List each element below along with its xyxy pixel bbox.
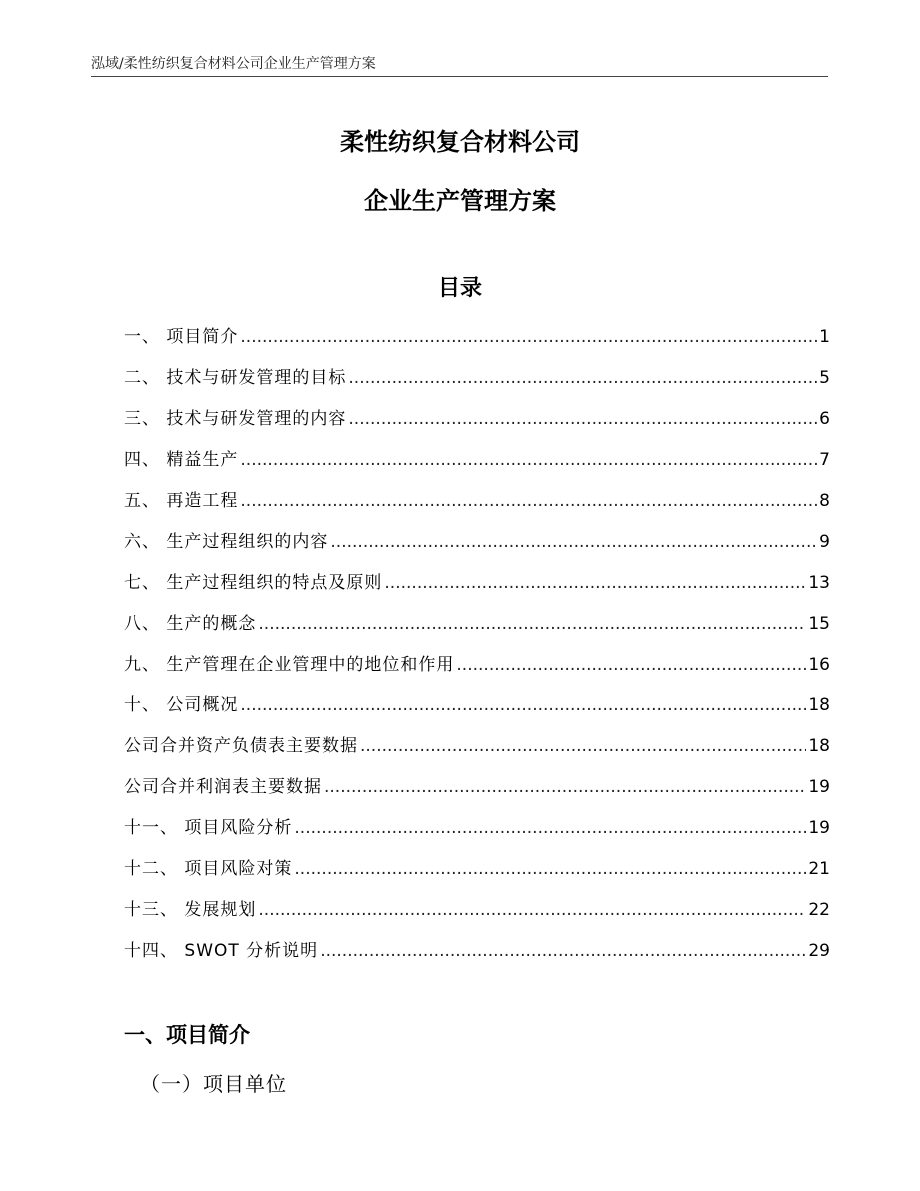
page-header: 泓域/柔性纺织复合材料公司企业生产管理方案	[91, 56, 376, 72]
toc-entry-page: 19	[808, 818, 830, 839]
toc-entry-label: 八、 生产的概念	[124, 613, 257, 634]
toc-entry-label: 六、 生产过程组织的内容	[124, 531, 329, 552]
toc-dot-leader	[240, 485, 817, 517]
toc-heading: 目录	[437, 276, 482, 301]
toc-entry-page: 6	[819, 408, 830, 429]
toc-entry-label: 公司合并资产负债表主要数据	[124, 736, 358, 757]
toc-entry-label: 九、 生产管理在企业管理中的地位和作用	[124, 654, 455, 675]
toc-dot-leader	[360, 730, 806, 762]
subsection-heading: （一）项目单位	[140, 1072, 287, 1096]
toc-entry-label: 一、 项目简介	[124, 327, 239, 347]
toc-entry-page: 1	[819, 327, 830, 347]
toc-entry[interactable]	[124, 485, 830, 526]
toc-dot-leader	[384, 567, 806, 599]
toc-dot-leader	[324, 771, 806, 803]
toc-entry[interactable]	[124, 853, 830, 894]
toc-entry[interactable]	[124, 608, 830, 649]
toc-dot-leader	[348, 362, 817, 394]
toc-entry-page: 22	[808, 900, 830, 921]
toc-entry-label: 十四、 SWOT 分析说明	[124, 941, 319, 962]
toc-entry[interactable]	[124, 894, 830, 935]
toc-dot-leader	[240, 444, 817, 476]
toc-dot-leader	[330, 526, 817, 558]
toc-dot-leader	[258, 894, 806, 926]
toc-entry[interactable]	[124, 771, 830, 812]
toc-entry-label: 十、 公司概况	[124, 695, 239, 716]
toc-entry-label: 三、 技术与研发管理的内容	[124, 408, 347, 429]
toc-entry-page: 13	[808, 572, 830, 593]
header-divider	[91, 76, 828, 77]
table-of-contents	[124, 321, 830, 976]
toc-entry-page: 8	[819, 490, 830, 511]
toc-dot-leader	[258, 608, 806, 640]
toc-entry[interactable]	[124, 730, 830, 771]
toc-entry-page: 29	[808, 941, 830, 962]
toc-entry[interactable]	[124, 444, 830, 485]
toc-entry-page: 21	[808, 859, 830, 880]
toc-dot-leader	[320, 935, 806, 967]
toc-entry-page: 7	[819, 449, 830, 470]
document-title-line2: 企业生产管理方案	[364, 187, 556, 215]
toc-dot-leader	[456, 649, 806, 681]
toc-entry-label: 十一、 项目风险分析	[124, 818, 293, 839]
toc-entry-page: 19	[808, 777, 830, 798]
toc-entry[interactable]	[124, 526, 830, 567]
toc-entry-label: 五、 再造工程	[124, 490, 239, 511]
toc-entry[interactable]	[124, 321, 830, 362]
toc-entry[interactable]	[124, 935, 830, 976]
toc-dot-leader	[294, 812, 806, 844]
toc-entry-page: 5	[819, 367, 830, 388]
toc-dot-leader	[240, 689, 806, 721]
toc-entry-page: 15	[808, 613, 830, 634]
toc-entry-label: 四、 精益生产	[124, 449, 239, 470]
toc-entry-label: 十三、 发展规划	[124, 900, 257, 921]
toc-entry[interactable]	[124, 403, 830, 444]
section-heading: 一、项目简介	[124, 1023, 250, 1047]
toc-entry-label: 七、 生产过程组织的特点及原则	[124, 572, 383, 593]
toc-entry-page: 9	[819, 531, 830, 552]
toc-entry-label: 十二、 项目风险对策	[124, 859, 293, 880]
toc-dot-leader	[294, 853, 806, 885]
toc-entry[interactable]	[124, 362, 830, 403]
toc-dot-leader	[240, 321, 817, 353]
toc-entry-page: 16	[808, 654, 830, 675]
toc-entry[interactable]	[124, 567, 830, 608]
toc-entry-page: 18	[808, 736, 830, 757]
toc-entry-label: 二、 技术与研发管理的目标	[124, 367, 347, 388]
toc-entry-label: 公司合并利润表主要数据	[124, 777, 322, 798]
document-title-line1: 柔性纺织复合材料公司	[340, 128, 580, 156]
toc-dot-leader	[348, 403, 817, 435]
toc-entry[interactable]	[124, 689, 830, 730]
toc-entry[interactable]	[124, 649, 830, 690]
toc-entry[interactable]	[124, 812, 830, 853]
toc-entry-page: 18	[808, 695, 830, 716]
